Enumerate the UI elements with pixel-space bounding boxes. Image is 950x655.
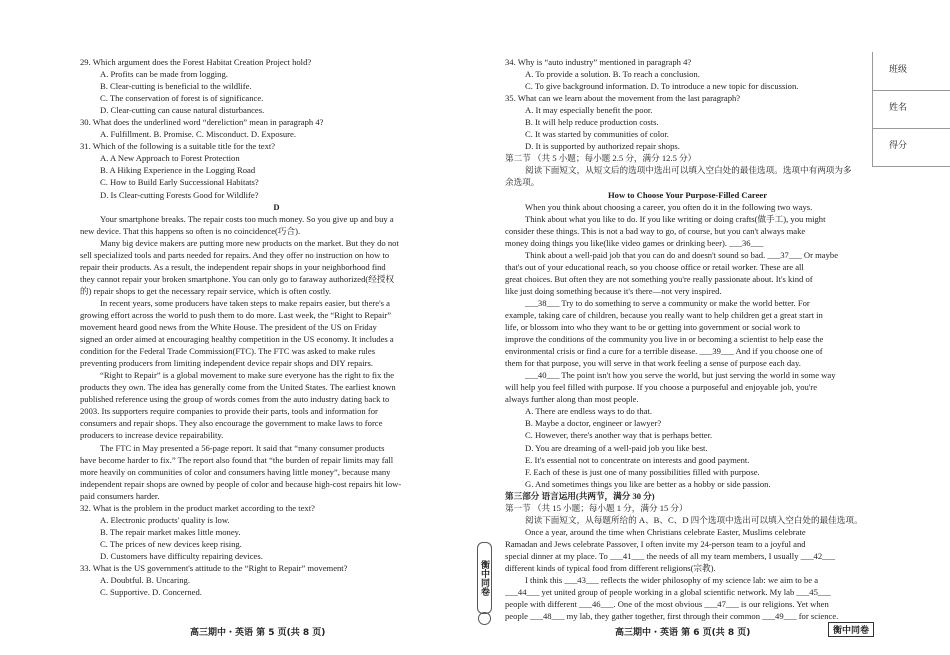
text-line: Your smartphone breaks. The repair costs too much money. So you give up and buy a — [100, 213, 394, 224]
option-line: F. Each of these is just one of many possibilities filled with purpose. — [525, 466, 760, 477]
text-line: they cannot repair your broken smartphone. You can only go to faraway authorized(经授权 — [80, 273, 395, 284]
score-field[interactable] — [873, 128, 950, 167]
hengzhong-corner-stamp: 衡中同卷 — [828, 622, 874, 637]
text-line: ___38___ Try to do something to serve a community or make the world better. For — [525, 297, 810, 308]
question-line: 35. What can we learn about the movement from the last paragraph? — [505, 93, 741, 104]
text-line: consider these things. This is not a bad way to go, of course, but you can't always make — [505, 225, 806, 236]
text-line: environmental crisis or find a cure for a terrible disease. ___39___ And if you choose one of — [505, 346, 823, 357]
option-line: D. It is supported by authorized repair shops. — [525, 141, 680, 152]
text-line: have become harder to fix.” The report also found that “the burden of repair limits may fall — [80, 454, 394, 465]
text-line: 阅读下面短文，从短文后的选项中选出可以填入空白处的最佳选项。选项中有两项为多 — [525, 165, 852, 176]
option-line: D. Is Clear-cutting Forests Good for Wildlife? — [100, 189, 259, 200]
text-line: different kinds of typical food from different religions(宗教). — [505, 562, 716, 573]
option-line: A. A New Approach to Forest Protection — [100, 153, 240, 164]
section-heading: D — [273, 201, 280, 212]
question-line: 33. What is the US government's attitude to the “Right to Repair” movement? — [80, 562, 348, 573]
left-page-column — [80, 56, 473, 598]
option-line: C. Supportive. D. Concerned. — [100, 587, 202, 598]
student-info-sidebar — [872, 52, 950, 167]
option-line: D. You are dreaming of a well-paid job you like best. — [525, 442, 708, 453]
text-line: independent repair shops are owned by people of color and because high-cost repairs hit low- — [80, 478, 402, 489]
option-line: C. However, there's another way that is perhaps better. — [525, 430, 713, 441]
option-line: C. It was started by communities of color. — [525, 129, 669, 140]
text-line: Think about what you like to do. If you like writing or doing crafts(做手工), you might — [525, 213, 826, 224]
option-line: A. Fulfillment. B. Promise. C. Misconduct. D. Exposure. — [100, 129, 296, 140]
text-line: In recent years, some producers have taken steps to make repairs easier, but there's a — [100, 297, 390, 308]
text-line: people ___48___ my lab, they gather together, first through their common ___49___ for science. — [505, 611, 839, 622]
text-line: The FTC in May presented a 56-page report. It said that “many consumer products — [100, 442, 385, 453]
text-line: Think about a well-paid job that you can do and doesn't sound so bad. ___37___ Or maybe — [525, 249, 839, 260]
text-line: ___44___ yet united group of people working in a global scientific network. My lab ___45___ — [505, 587, 831, 598]
option-line: C. How to Build Early Successional Habitats? — [100, 177, 259, 188]
text-line: Ramadan and Jews celebrate Passover, I often invite my 24-person team to a joyful and — [505, 538, 806, 549]
option-line: A. To provide a solution. B. To reach a conclusion. — [525, 69, 700, 80]
stamp-circle-icon — [478, 612, 491, 625]
text-line: special dinner at my place. To ___41___ the needs of all my team members, I usually ___42___ — [505, 550, 836, 561]
right-page-column — [505, 56, 870, 622]
text-line: always further along than most people. — [505, 394, 639, 405]
text-line: movement heard good news from the White House. The president of the US on Friday — [80, 322, 377, 333]
option-line: E. It's essential not to concentrate on interests and good payment. — [525, 454, 750, 465]
text-line: example, taking care of children, because you really want to help children get a great start in — [505, 309, 823, 320]
text-line: 的) repair shops to get the necessary repair service, which is often costly. — [80, 285, 331, 296]
option-line: C. The conservation of forest is of significance. — [100, 93, 264, 104]
text-line: sell specialized tools and parts needed for repairs. And they offer no instruction on how to — [80, 249, 390, 260]
text-line: new device. That this happens so often is no coincidence(巧合). — [80, 225, 301, 236]
option-line: A. Doubtful. B. Uncaring. — [100, 575, 190, 586]
question-line: 30. What does the underlined word “dereliction” mean in paragraph 4? — [80, 117, 324, 128]
score-label: 得分 — [889, 141, 908, 151]
text-line: producers to increase device repairability. — [80, 430, 224, 441]
text-line: Once a year, around the time when Christians celebrate Easter, Muslims celebrate — [525, 526, 806, 537]
option-line: D. Clear-cutting can cause natural disturbances. — [100, 105, 265, 116]
text-line: people with different ___46___. One of the most obvious ___47___ is our religions. Yet when — [505, 599, 829, 610]
text-line: 第三部分 语言运用(共两节，满分 30 分) — [505, 490, 655, 501]
option-line: B. The repair market makes little money. — [100, 526, 241, 537]
text-line: life, or blossom into who they want to be or getting into government or social work to — [505, 322, 801, 333]
class-label: 班级 — [889, 65, 908, 75]
text-line: money doing things you like(like video games or drinking beer). ___36___ — [505, 237, 764, 248]
text-line: products they own. The idea has generally come from the United States. The earliest known — [80, 382, 396, 393]
option-line: G. And sometimes things you like are better as a hobby or side passion. — [525, 478, 771, 489]
text-line: condition for the Federal Trade Commission(FTC). The FTC was asked to make rules — [80, 346, 376, 357]
text-line: like just doing something because it's there—not very inspired. — [505, 285, 722, 296]
text-line: improve the conditions of the community you live in or becoming a scientist to help ease the — [505, 334, 824, 345]
question-line: 29. Which argument does the Forest Habitat Creation Project hold? — [80, 57, 312, 67]
text-line: will help you feel filled with purpose. If you choose a purposeful and enjoyable job, you're — [505, 382, 818, 393]
name-field[interactable] — [873, 90, 950, 129]
text-line: signed an order aimed at encouraging healthy competition in the US economy. It includes a — [80, 334, 394, 345]
text-line: that's out of your educational reach, so you choose office or retail worker. These are all — [505, 261, 804, 272]
question-line: 34. Why is “auto industry” mentioned in paragraph 4? — [505, 57, 692, 67]
text-line: 阅读下面短文，从每题所给的 A、B、C、D 四个选项中选出可以填入空白处的最佳选项。 — [525, 514, 863, 525]
text-line: 第一节 （共 15 小题；每小题 1 分，满分 15 分） — [505, 502, 688, 513]
option-line: A. It may especially benefit the poor. — [525, 105, 653, 116]
hengzhong-vertical-stamp: 衡中同卷 — [477, 542, 492, 614]
text-line: growing effort across the world to push them to do more. Last week, the “Right to Repair” — [80, 309, 392, 320]
option-line: D. Customers have difficulty repairing devices. — [100, 550, 263, 561]
text-line: more heavily on communities of color and consumers having little money”, because many — [80, 466, 391, 477]
text-line: When you think about choosing a career, you often do it in the following two ways. — [525, 201, 813, 212]
option-line: A. There are endless ways to do that. — [525, 406, 653, 417]
text-line: “Right to Repair” is a global movement to make sure everyone has the right to fix the — [100, 370, 395, 381]
option-line: B. It will help reduce production costs. — [525, 117, 659, 128]
option-line: A. Electronic products' quality is low. — [100, 514, 230, 525]
option-line: B. Clear-cutting is beneficial to the wildlife. — [100, 81, 252, 92]
question-line: 31. Which of the following is a suitable title for the text? — [80, 141, 276, 152]
text-line: published reference using the group of words comes from the auto industry dating back to — [80, 394, 390, 405]
text-line: Many big device makers are putting more new products on the market. But they do not — [100, 237, 399, 248]
section-heading: How to Choose Your Purpose-Filled Career — [607, 189, 768, 200]
footer-left-page-number: 高三期中・英语 第 5 页(共 8 页) — [190, 628, 326, 638]
text-line: preventing producers from limiting independent device repair shops and DIY repairs. — [80, 358, 373, 369]
footer-right-page-number: 高三期中・英语 第 6 页(共 8 页) — [615, 628, 751, 638]
text-line: consumers and repair shops. They also encourage the government to make laws to force — [80, 418, 383, 429]
option-line: C. The prices of new devices keep rising. — [100, 538, 242, 549]
option-line: B. Maybe a doctor, engineer or lawyer? — [525, 418, 662, 429]
text-line: ___40___ The point isn't how you serve the world, but just serving the world in some way — [525, 370, 836, 381]
option-line: C. To give background information. D. To introduce a new topic for discussion. — [525, 81, 799, 92]
option-line: A. Profits can be made from logging. — [100, 69, 228, 80]
text-line: paid consumers harder. — [80, 490, 160, 501]
text-line: them for that purpose, you will serve in that work feeling a sense of purpose each day. — [505, 358, 801, 369]
text-line: great choices. But often they are not something you're really passionate about. It's kind of — [505, 273, 813, 284]
text-line: I think this ___43___ reflects the wider philosophy of my science lab: we aim to be a — [525, 575, 819, 586]
name-label: 姓名 — [889, 103, 908, 113]
text-line: 余选项。 — [505, 177, 540, 188]
option-line: B. A Hiking Experience in the Logging Road — [100, 165, 256, 176]
class-field[interactable] — [873, 52, 950, 91]
question-line: 32. What is the problem in the product market according to the text? — [80, 502, 315, 513]
text-line: repair their products. As a result, the independent repair shops in your neighborhood find — [80, 261, 386, 272]
text-line: 2003. Its supporters require companies to provide their parts, tools and information for — [80, 406, 378, 417]
text-line: 第二节 （共 5 小题；每小题 2.5 分，满分 12.5 分） — [505, 153, 697, 164]
